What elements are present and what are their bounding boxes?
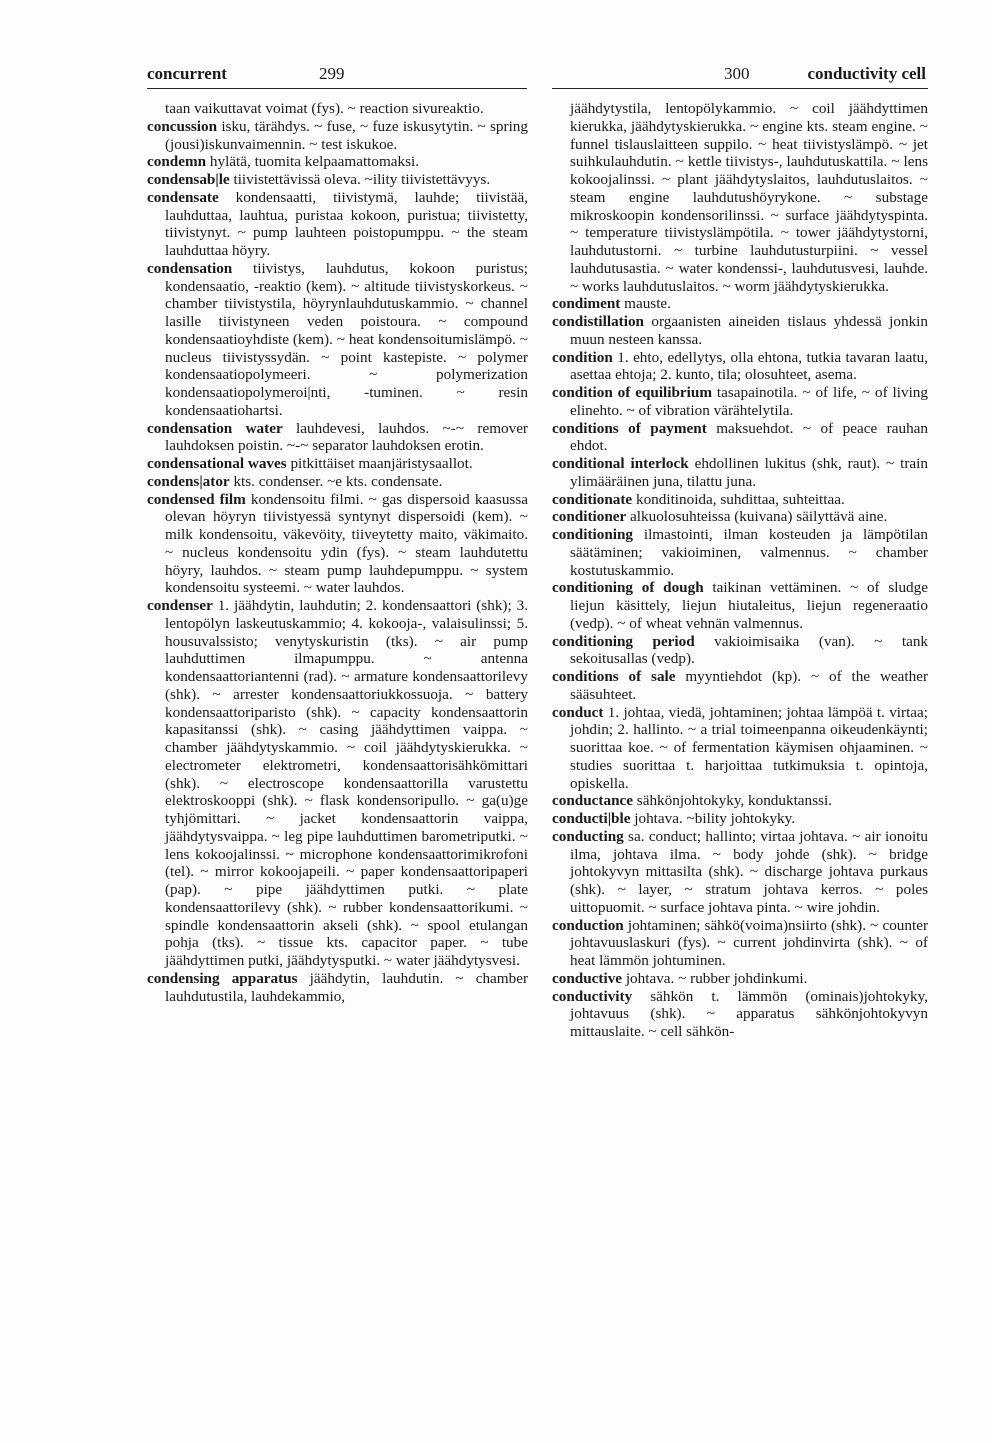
entry-definition: pitkittäiset maanjäristysaallot. (286, 455, 473, 472)
entry-headword: concussion (147, 117, 218, 135)
entry-headword: conditionate (552, 490, 633, 508)
entry-definition: sa. conduct; hallinto; virtaa johtava. ~ air ionoitu ilma, johtava ilma. ~ body johde (shk). ~ bridge johtokyvyn mittasilta (shk). ~ discharge johtava purkaus (shk). ~ layer, ~ stratum johtava kerros. ~ poles uittopuomit. ~ surface johtava pinta. ~ wire johdin. (570, 827, 928, 916)
dictionary-entry (552, 491, 928, 509)
entry-definition: alkuolosuhteissa (kuivana) säilyttävä aine. (626, 508, 888, 526)
entry-headword: conditioning (552, 526, 634, 543)
dictionary-entry (552, 988, 928, 1041)
entry-definition: maksuehdot. ~ of peace rauhan ehdot. (570, 419, 929, 455)
dictionary-entry (552, 313, 928, 349)
dictionary-entry (552, 384, 928, 420)
dictionary-entry (147, 597, 528, 970)
entry-definition: sähkönjohtokyky, konduktanssi. (633, 792, 832, 810)
entry-headword: condensation water (147, 419, 283, 437)
entry-definition: taikinan vettäminen. ~ of sludge liejun käsittely, liejun hiutaleitus, liejun regeneraatio (vedp). ~ of wheat vehnän valmennus. (570, 579, 928, 632)
entry-definition: jäähdytystila, lentopölykammio. ~ coil jäähdyttimen kierukka, jäähdytyskierukka. ~ engine kts. steam engine. ~ funnel tislauslaitteen suppilo. ~ heat tiivistyslämpö. ~ jet suihkulauhdutin. ~ kettle tiivistys-, lauhdutuskattila. ~ lens kokoojalinssi. ~ plant jäähdytyslaitos, lauhdutuslaitos. ~ steam engine lauhdutushöyrykone. ~ substage mikroskoopin kondensorilinssi. ~ surface jäähdytyspinta. ~ temperature tiivistyslämpötila. ~ tower jäähdytystorni, lauhdutustorni. ~ turbine lauhdutusturpiini. ~ vessel lauhdutusastia. ~ water kondenssi-, lauhdutusvesi, lauhde. ~ works lauhdutuslaitos. ~ worm jäähdytyskierukka. (570, 100, 928, 295)
entry-definition: johtava. ~bility johtokyky. (630, 810, 796, 827)
dictionary-entry (552, 579, 928, 632)
dictionary-entry (552, 704, 928, 793)
dictionary-entry (147, 491, 528, 598)
dictionary-entry (552, 792, 928, 810)
dictionary-entry (147, 118, 528, 154)
entry-definition: 1. ehto, edellytys, olla ehtona, tutkia tavaran laatu, asettaa ehtoja; 2. kunto, tila; olosuhteet, asema. (570, 348, 928, 384)
dictionary-entry (552, 349, 928, 385)
entry-definition: myyntiehdot (kp). ~ of the weather sääsuhteet. (570, 668, 929, 703)
dictionary-entry (147, 171, 528, 189)
entry-headword: condemn (147, 153, 207, 171)
dictionary-entry (147, 420, 528, 456)
dictionary-entry (552, 508, 928, 526)
entry-definition: kondensoitu filmi. ~ gas dispersoid kaasussa olevan höyryn tiivistyessä syntynyt dispersoidi (kem). ~ milk kondensoitu, väkevöity, tiiveytetty maito, väkimaito. ~ nucleus kondensoitu ydin (fys). ~ steam lauhdutettu höyry, lauhdos. ~ steam pump lauhdepumppu. ~ system kondensoitu systeemi. ~ water lauhdos. (165, 490, 528, 597)
right-page-number: 300 (724, 64, 750, 83)
dictionary-entry (552, 100, 928, 295)
entry-headword: conductive (552, 969, 623, 987)
dictionary-entry (147, 260, 528, 420)
entry-definition: ehdollinen lukitus (shk, raut). ~ train ylimääräinen juna, tilattu juna. (570, 455, 928, 490)
entry-headword: condition (552, 348, 613, 366)
dictionary-entry (552, 810, 928, 828)
left-page-number: 299 (319, 64, 345, 83)
entry-definition: isku, tärähdys. ~ fuse, ~ fuze iskusytytin. ~ spring (jousi)iskunvaimennin. ~ test iskukoe. (165, 117, 528, 153)
dictionary-entry (147, 455, 528, 473)
entry-definition: tiivistys, lauhdutus, kokoon puristus; kondensaatio, -reaktio (kem). ~ altitude tiivistyskorkeus. ~ chamber tiivistystila, höyrynlauhdutuskammio. ~ channel lasille tiivistyneen veden poistoura. ~ compound kondensaatioyhdiste (kem). ~ heat kondensoitumislämpö. ~ nucleus tiivistyssydän. ~ point kastepiste. ~ polymer kondensaatiopolymeeri. ~ polymerization kondensaatiopolymeroi|nti, -tuminen. ~ resin kondensaatiohartsi. (165, 259, 528, 419)
dictionary-entry (552, 828, 928, 917)
entry-headword: conductance (552, 792, 633, 810)
dictionary-entry (147, 473, 528, 491)
entry-definition: jäähdytin, lauhdutin. ~ chamber lauhdutustila, lauhdekammio, (165, 969, 528, 1005)
entry-definition: johtava. ~ rubber johdinkumi. (622, 969, 808, 987)
entry-headword: condensational waves (147, 455, 287, 472)
entry-headword: conducting (552, 827, 624, 845)
dictionary-entry (552, 455, 928, 491)
entry-headword: conditions of sale (552, 668, 676, 685)
entry-definition: hylätä, tuomita kelpaamattomaksi. (206, 153, 420, 171)
dictionary-entry (552, 295, 928, 313)
entry-definition: sähkön t. lämmön (ominais)johtokyky, johtavuus (shk). ~ apparatus sähkönjohtokyvyn mittauslaite. ~ cell sähkön- (570, 987, 928, 1040)
entry-headword: conductivity (552, 987, 633, 1005)
entry-headword: conditioning of dough (552, 579, 704, 597)
dictionary-entry (552, 668, 928, 704)
right-column (552, 100, 928, 1041)
entry-headword: conditioning period (552, 632, 695, 650)
entry-headword: condensing apparatus (147, 969, 298, 987)
entry-headword: condensed film (147, 490, 246, 508)
entry-headword: condistillation (552, 313, 644, 330)
dictionary-entry (147, 189, 528, 260)
entry-definition: taan vaikuttavat voimat (fys). ~ reaction sivureaktio. (165, 100, 484, 117)
entry-definition: kondensaatti, tiivistymä, lauhde; tiivistää, lauhduttaa, lauhtua, puristaa kokoon, puristua; tiivistetty, tiivistynyt. ~ pump lauhteen poistopumppu. ~ the steam lauhduttaa höyry. (165, 188, 528, 259)
entry-headword: condensab|le (147, 171, 230, 188)
dictionary-entry (147, 970, 528, 1006)
entry-headword: conducti|ble (552, 810, 631, 827)
entry-headword: conditions of payment (552, 419, 707, 437)
dictionary-entry (552, 917, 928, 970)
entry-headword: conduct (552, 703, 604, 721)
left-column (147, 100, 528, 1005)
entry-headword: condensation (147, 259, 233, 277)
entry-definition: orgaanisten aineiden tislaus yhdessä jonkin muun nesteen kanssa. (570, 313, 928, 348)
entry-definition: konditinoida, suhdittaa, suhteittaa. (632, 490, 845, 508)
entry-headword: conditioner (552, 508, 627, 526)
entry-headword: condensate (147, 188, 219, 206)
dictionary-entry (552, 526, 928, 579)
entry-definition: lauhdevesi, lauhdos. ~-~ remover lauhdoksen poistin. ~-~ separator lauhdoksen erotin. (165, 419, 528, 455)
entry-headword: condiment (552, 295, 621, 313)
dictionary-entry (147, 153, 528, 171)
entry-definition: kts. condenser. ~e kts. condensate. (229, 472, 443, 490)
dictionary-entry (552, 970, 928, 988)
entry-definition: 1. jäähdytin, lauhdutin; 2. kondensaattori (shk); 3. lentopölyn laskeutuskammio; 4. kokooja-, valaisulinssi; 5. housuvalssisto; venytyskuristin (tks). ~ air pump lauhduttimen ilmapumppu. ~ antenna kondensaattoriantenni (rad). ~ armature kondensaattorilevy (shk). ~ arrester kondensaattoriukkossuoja. ~ battery kondensaattoriparisto (shk). ~ capacity kondensaattorin kapasitanssi (shk). ~ casing jäähdyttimen vaippa. ~ chamber jäähdytyskammio. ~ coil jäähdytyskierukka. ~ electrometer elektrometri, kondensaattorisähkömittari (shk). ~ electroscope kondensaattorilla varustettu elektroskooppi (shk). ~ flask kondensoripullo. ~ ga(u)ge tyhjömittari. ~ jacket kondensaattorin vaippa, jäähdytysvaippa. ~ leg pipe lauhduttimen barometriputki. ~ lens kokoojalinssi. ~ microphone kondensaattorimikrofoni (tel). ~ mirror kokoojapeili. ~ paper kondensaattoripaperi (pap). ~ pipe jäähdyttimen putki. ~ plate kondensaattorilevy (shk). ~ rubber kondensaattorikumi. ~ spindle kondensaattorin akseli (shk). ~ spool etulangan pohja (tks). ~ tissue kts. capacitor paper. ~ tube jäähdyttimen putki, jäähdytysputki. ~ water jäähdytysvesi. (165, 597, 528, 969)
entry-headword: condenser (147, 597, 213, 614)
entry-headword: conduction (552, 916, 624, 934)
entry-headword: condens|ator (147, 472, 230, 490)
dictionary-entry (552, 420, 928, 456)
entry-definition: ilmastointi, ilman kosteuden ja lämpötilan säätäminen; vakioiminen, valmennus. ~ chamber kostutuskammio. (570, 526, 928, 579)
entry-headword: conditional interlock (552, 455, 689, 472)
dictionary-entry (147, 100, 528, 118)
entry-definition: johtaminen; sähkö(voima)nsiirto (shk). ~ counter johtavuuslaskuri (fys). ~ current johdinvirta (shk). ~ of heat lämmön johtuminen. (570, 916, 928, 969)
entry-headword: condition of equilibrium (552, 384, 712, 401)
entry-definition: tasapainotila. ~ of life, ~ of living elinehto. ~ of vibration värähtelytila. (570, 384, 928, 419)
right-guide-word: conductivity cell (807, 64, 926, 83)
entry-definition: vakioimisaika (van). ~ tank sekoitusallas (vedp). (570, 632, 929, 668)
entry-definition: tiivistettävissä oleva. ~ility tiivistettävyys. (229, 171, 491, 188)
dictionary-entry (552, 633, 928, 669)
entry-definition: 1. johtaa, viedä, johtaminen; johtaa lämpöä t. virtaa; johdin; 2. hallinto. ~ a trial toimeenpanna oikeudenkäynti; suorittaa koe. ~ of fermentation käymisen ohjaaminen. ~ studies suorittaa t. harjoittaa tutkimuksia t. opintoja, opiskella. (570, 703, 928, 792)
entry-definition: mauste. (620, 295, 671, 313)
left-guide-word: concurrent (147, 64, 227, 83)
right-page-header (552, 62, 928, 89)
left-page-header (147, 62, 527, 89)
